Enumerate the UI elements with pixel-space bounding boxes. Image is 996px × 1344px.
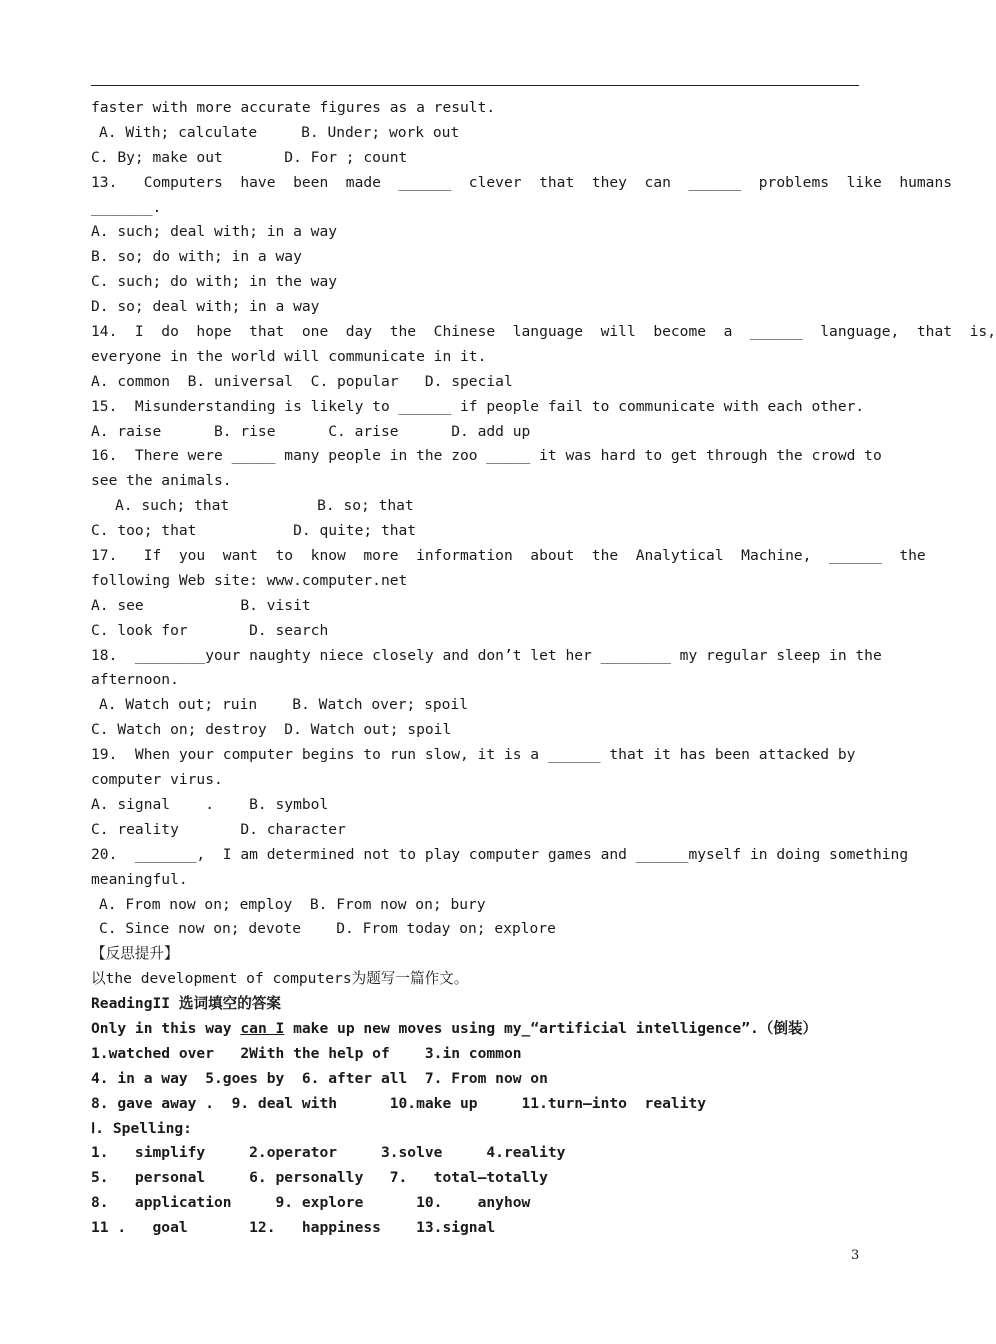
option-line: C. By; make out D. For ; count: [91, 148, 408, 166]
option-line: D. so; deal with; in a way: [91, 298, 320, 316]
header-rule: [91, 85, 859, 86]
section-heading: 【反思提升】: [91, 945, 179, 963]
question-19: 19. When your computer begins to run slow, it is a ______ that it has been attacked by: [91, 746, 856, 764]
answer-line: 8. gave away . 9. deal with 10.make up 11.turn—into reality: [91, 1094, 707, 1112]
answer-line: 1. simplify 2.operator 3.solve 4.reality: [91, 1144, 566, 1162]
option-line: C. look for D. search: [91, 621, 329, 639]
option-line: C. Since now on; devote D. From today on; explore: [99, 920, 556, 938]
answer-line: 4. in a way 5.goes by 6. after all 7. From now on: [91, 1069, 548, 1087]
option-line: A. common B. universal C. popular D. special: [91, 372, 513, 390]
spelling-heading: Ⅰ. Spelling:: [91, 1119, 192, 1137]
answer-sentence-part: make up new moves using my_“artificial intelligence”.（倒装）: [284, 1019, 818, 1037]
option-line: A. raise B. rise C. arise D. add up: [91, 422, 531, 440]
answer-sentence: [91, 1017, 859, 1042]
option-line: A. With; calculate B. Under; work out: [99, 123, 460, 141]
question-20: 20. _______, I am determined not to play computer games and ______myself in doing something: [91, 845, 909, 863]
document-body: [91, 96, 996, 1241]
answers-heading: ReadingII 选词填空的答案: [91, 995, 282, 1013]
writing-task: 以the development of computers为题写一篇作文。: [91, 970, 469, 988]
answer-sentence-underlined: can I: [240, 1019, 285, 1037]
option-line: A. such; deal with; in a way: [91, 223, 338, 241]
question-18: 18. ________your naughty niece closely and don’t let her ________ my regular sleep in the: [91, 646, 882, 664]
text-line: see the animals.: [91, 472, 232, 490]
answer-line: 8. application 9. explore 10. anyhow: [91, 1194, 531, 1212]
option-line: C. reality D. character: [91, 820, 346, 838]
text-line: _______.: [91, 198, 162, 216]
text-line: everyone in the world will communicate in it.: [91, 347, 487, 365]
option-line: A. see B. visit: [91, 596, 311, 614]
answer-line: 5. personal 6. personally 7. total—totally: [91, 1169, 548, 1187]
option-line: A. From now on; employ B. From now on; bury: [99, 895, 486, 913]
option-line: B. so; do with; in a way: [91, 248, 302, 266]
text-line: computer virus.: [91, 771, 223, 789]
option-line: C. such; do with; in the way: [91, 273, 338, 291]
text-line: afternoon.: [91, 671, 179, 689]
question-14: 14. I do hope that one day the Chinese language will become a ______ language, that is,: [91, 323, 996, 341]
option-line: A. such; that B. so; that: [115, 497, 414, 515]
answer-line: 11 . goal 12. happiness 13.signal: [91, 1219, 496, 1237]
question-15: 15. Misunderstanding is likely to ______ if people fail to communicate with each other.: [91, 397, 865, 415]
answer-line: 1.watched over 2With the help of 3.in common: [91, 1044, 522, 1062]
option-line: C. Watch on; destroy D. Watch out; spoil: [91, 721, 452, 739]
option-line: A. Watch out; ruin B. Watch over; spoil: [99, 696, 469, 714]
text-line: meaningful.: [91, 870, 188, 888]
question-17: 17. If you want to know more information about the Analytical Machine, ______ the: [91, 547, 926, 565]
answer-sentence-part: Only in this way: [91, 1019, 241, 1037]
option-line: C. too; that D. quite; that: [91, 522, 417, 540]
text-line: faster with more accurate figures as a result.: [91, 99, 496, 116]
option-line: A. signal . B. symbol: [91, 795, 329, 813]
question-16: 16. There were _____ many people in the zoo _____ it was hard to get through the crowd to: [91, 447, 882, 465]
text-line: following Web site: www.computer.net: [91, 571, 408, 589]
page-number: 3: [851, 1248, 860, 1263]
question-13: 13. Computers have been made ______ clever that they can ______ problems like humans: [91, 173, 953, 191]
